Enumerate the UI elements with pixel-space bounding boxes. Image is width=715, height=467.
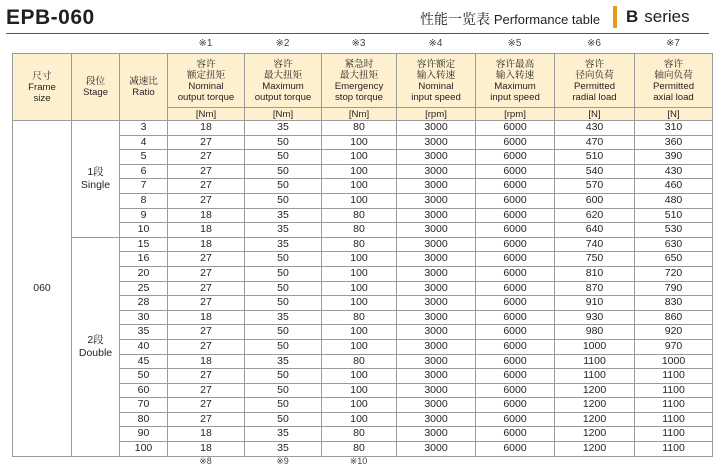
ratio-cell: 45 [120, 354, 168, 369]
ratio-cell: 5 [120, 150, 168, 165]
value-cell: 1100 [635, 369, 713, 384]
column-header-line: 最大扭矩 [339, 69, 379, 81]
column-header-line: Frame [28, 81, 56, 93]
value-cell: 3000 [397, 339, 476, 354]
value-cell: 50 [245, 383, 322, 398]
value-cell: 50 [245, 281, 322, 296]
value-cell: 27 [168, 135, 245, 150]
column-header-line: size [33, 92, 51, 104]
value-cell: 80 [322, 310, 397, 325]
column-header-line: 减速比 [129, 76, 158, 87]
value-cell: 50 [245, 193, 322, 208]
value-cell: 18 [168, 310, 245, 325]
value-cell: 6000 [476, 208, 555, 223]
column-header-line: Permitted [573, 80, 616, 92]
value-cell: 100 [322, 325, 397, 340]
unit-cell: [Nm] [322, 108, 397, 121]
value-cell: 35 [245, 442, 322, 457]
series-accent-bar [613, 6, 617, 28]
value-cell: 100 [322, 164, 397, 179]
column-header-line: input speed [411, 91, 461, 103]
column-header-line: Permitted [652, 80, 695, 92]
column-header-max-speed [476, 54, 555, 108]
value-cell: 27 [168, 296, 245, 311]
value-cell: 80 [322, 237, 397, 252]
ratio-cell: 50 [120, 369, 168, 384]
column-header-line: 容许最高 [495, 58, 535, 70]
ratio-cell: 20 [120, 266, 168, 281]
value-cell: 3000 [397, 164, 476, 179]
column-note: ※6 [587, 38, 601, 49]
model-title: EPB-060 [6, 6, 95, 29]
value-cell: 3000 [397, 135, 476, 150]
column-header-ratio [120, 54, 168, 121]
value-cell: 3000 [397, 442, 476, 457]
value-cell: 50 [245, 325, 322, 340]
value-cell: 6000 [476, 383, 555, 398]
value-cell: 6000 [476, 164, 555, 179]
value-cell: 860 [635, 310, 713, 325]
value-cell: 100 [322, 266, 397, 281]
value-cell: 35 [245, 121, 322, 136]
value-cell: 640 [555, 223, 635, 238]
value-cell: 910 [555, 296, 635, 311]
column-header-line: Maximum [262, 80, 304, 92]
header-row-labels [13, 54, 713, 108]
bottom-note: ※8 [199, 456, 212, 466]
ratio-cell: 9 [120, 208, 168, 223]
value-cell: 3000 [397, 237, 476, 252]
series-word: series [644, 7, 690, 26]
value-cell: 35 [245, 310, 322, 325]
value-cell: 6000 [476, 442, 555, 457]
value-cell: 470 [555, 135, 635, 150]
value-cell: 27 [168, 412, 245, 427]
value-cell: 50 [245, 135, 322, 150]
value-cell: 18 [168, 427, 245, 442]
value-cell: 3000 [397, 150, 476, 165]
column-header-line: 段位 [85, 76, 106, 87]
value-cell: 930 [555, 310, 635, 325]
unit-cell: [Nm] [245, 108, 322, 121]
value-cell: 27 [168, 339, 245, 354]
ratio-cell: 3 [120, 121, 168, 136]
value-cell: 35 [245, 237, 322, 252]
unit-cell: [Nm] [168, 108, 245, 121]
column-header-line: axial load [653, 91, 694, 103]
value-cell: 27 [168, 383, 245, 398]
value-cell: 6000 [476, 427, 555, 442]
column-header-frame [13, 54, 72, 121]
column-header-line: 输入转速 [416, 69, 456, 81]
value-cell: 6000 [476, 150, 555, 165]
performance-table-title [420, 9, 600, 29]
column-header-line: 容许额定 [416, 58, 456, 70]
stage-label-en: Double [78, 346, 113, 359]
title-cn: 性能一览表 [420, 11, 490, 27]
value-cell: 3000 [397, 354, 476, 369]
value-cell: 27 [168, 369, 245, 384]
value-cell: 600 [555, 193, 635, 208]
column-header-line: 容许 [273, 58, 293, 70]
value-cell: 27 [168, 164, 245, 179]
column-header-line: Nominal [188, 80, 224, 92]
value-cell: 3000 [397, 383, 476, 398]
value-cell: 50 [245, 339, 322, 354]
ratio-cell: 70 [120, 398, 168, 413]
ratio-cell: 16 [120, 252, 168, 267]
value-cell: 18 [168, 442, 245, 457]
value-cell: 3000 [397, 266, 476, 281]
bottom-note: ※9 [276, 456, 289, 466]
value-cell: 50 [245, 179, 322, 194]
value-cell: 390 [635, 150, 713, 165]
series-letter: B [626, 7, 639, 26]
value-cell: 3000 [397, 398, 476, 413]
value-cell: 1100 [555, 354, 635, 369]
value-cell: 35 [245, 208, 322, 223]
ratio-cell: 90 [120, 427, 168, 442]
unit-cell: [rpm] [397, 108, 476, 121]
value-cell: 1100 [635, 412, 713, 427]
value-cell: 720 [635, 266, 713, 281]
ratio-cell: 30 [120, 310, 168, 325]
value-cell: 6000 [476, 179, 555, 194]
page-header [0, 0, 715, 36]
ratio-cell: 15 [120, 237, 168, 252]
value-cell: 1200 [555, 442, 635, 457]
value-cell: 50 [245, 412, 322, 427]
column-header-line: 最大扭矩 [263, 69, 303, 81]
title-en: Performance table [493, 12, 601, 27]
value-cell: 1000 [555, 339, 635, 354]
column-header-nominal-torque [168, 54, 245, 108]
ratio-cell: 25 [120, 281, 168, 296]
column-header-line: Ratio [132, 87, 155, 98]
column-header-line: 额定扭矩 [186, 69, 226, 81]
value-cell: 50 [245, 398, 322, 413]
column-note: ※3 [351, 38, 366, 49]
value-cell: 6000 [476, 296, 555, 311]
ratio-cell: 35 [120, 325, 168, 340]
value-cell: 3000 [397, 427, 476, 442]
ratio-cell: 28 [120, 296, 168, 311]
value-cell: 6000 [476, 237, 555, 252]
value-cell: 3000 [397, 252, 476, 267]
value-cell: 740 [555, 237, 635, 252]
value-cell: 100 [322, 412, 397, 427]
value-cell: 6000 [476, 369, 555, 384]
value-cell: 530 [635, 223, 713, 238]
value-cell: 790 [635, 281, 713, 296]
value-cell: 3000 [397, 325, 476, 340]
value-cell: 27 [168, 398, 245, 413]
frame-size-cell: 060 [13, 121, 72, 457]
column-header-line: 输入转速 [495, 69, 535, 81]
value-cell: 35 [245, 354, 322, 369]
value-cell: 830 [635, 296, 713, 311]
column-header-line: 紧急时 [344, 58, 374, 70]
value-cell: 80 [322, 442, 397, 457]
value-cell: 3000 [397, 208, 476, 223]
column-header-axial-load [635, 54, 713, 108]
column-note: ※2 [275, 38, 290, 49]
value-cell: 50 [245, 266, 322, 281]
stage-cell [72, 237, 120, 456]
value-cell: 1200 [555, 383, 635, 398]
value-cell: 430 [635, 164, 713, 179]
column-header-line: 容许 [196, 58, 216, 70]
value-cell: 630 [635, 237, 713, 252]
value-cell: 50 [245, 252, 322, 267]
value-cell: 100 [322, 252, 397, 267]
value-cell: 3000 [397, 179, 476, 194]
column-header-emergency-torque [322, 54, 397, 108]
value-cell: 810 [555, 266, 635, 281]
unit-cell: [N] [555, 108, 635, 121]
value-cell: 80 [322, 354, 397, 369]
column-header-radial-load [555, 54, 635, 108]
column-header-line: 径向负荷 [575, 69, 614, 81]
value-cell: 27 [168, 179, 245, 194]
value-cell: 1200 [555, 412, 635, 427]
bottom-notes-row [0, 456, 715, 466]
value-cell: 50 [245, 150, 322, 165]
value-cell: 1100 [635, 398, 713, 413]
stage-label-cn: 2段 [87, 333, 104, 346]
series-label [613, 6, 690, 28]
column-header-nominal-speed [397, 54, 476, 108]
value-cell: 1100 [555, 369, 635, 384]
column-note: ※1 [198, 38, 213, 49]
value-cell: 570 [555, 179, 635, 194]
value-cell: 100 [322, 135, 397, 150]
value-cell: 100 [322, 296, 397, 311]
column-header-max-torque [245, 54, 322, 108]
value-cell: 50 [245, 164, 322, 179]
value-cell: 18 [168, 223, 245, 238]
value-cell: 18 [168, 354, 245, 369]
value-cell: 620 [555, 208, 635, 223]
value-cell: 980 [555, 325, 635, 340]
value-cell: 6000 [476, 135, 555, 150]
bottom-note: ※10 [349, 456, 368, 466]
column-header-line: output torque [254, 91, 312, 103]
value-cell: 360 [635, 135, 713, 150]
stage-label-cn: 1段 [87, 165, 104, 178]
stage-cell [72, 121, 120, 238]
value-cell: 510 [635, 208, 713, 223]
value-cell: 6000 [476, 398, 555, 413]
value-cell: 3000 [397, 412, 476, 427]
column-header-line: Maximum [494, 80, 536, 92]
value-cell: 100 [322, 150, 397, 165]
value-cell: 6000 [476, 266, 555, 281]
value-cell: 6000 [476, 412, 555, 427]
value-cell: 920 [635, 325, 713, 340]
value-cell: 18 [168, 237, 245, 252]
value-cell: 80 [322, 223, 397, 238]
column-header-line: radial load [572, 91, 617, 103]
ratio-cell: 40 [120, 339, 168, 354]
column-header-line: output torque [177, 91, 235, 103]
ratio-cell: 7 [120, 179, 168, 194]
value-cell: 18 [168, 121, 245, 136]
column-header-line: 轴向负荷 [654, 69, 693, 81]
ratio-cell: 60 [120, 383, 168, 398]
value-cell: 27 [168, 281, 245, 296]
ratio-cell: 10 [120, 223, 168, 238]
value-cell: 100 [322, 281, 397, 296]
value-cell: 27 [168, 266, 245, 281]
column-header-line: Nominal [418, 80, 454, 92]
value-cell: 27 [168, 252, 245, 267]
value-cell: 6000 [476, 310, 555, 325]
value-cell: 3000 [397, 296, 476, 311]
value-cell: 6000 [476, 281, 555, 296]
table-row [13, 237, 713, 252]
column-note: ※4 [428, 38, 443, 49]
unit-cell: [rpm] [476, 108, 555, 121]
value-cell: 750 [555, 252, 635, 267]
value-cell: 27 [168, 150, 245, 165]
column-header-line: 容许 [584, 58, 605, 70]
value-cell: 100 [322, 179, 397, 194]
value-cell: 27 [168, 325, 245, 340]
value-cell: 1100 [635, 383, 713, 398]
value-cell: 6000 [476, 121, 555, 136]
value-cell: 50 [245, 369, 322, 384]
value-cell: 3000 [397, 281, 476, 296]
value-cell: 35 [245, 427, 322, 442]
value-cell: 1000 [635, 354, 713, 369]
ratio-cell: 100 [120, 442, 168, 457]
value-cell: 27 [168, 193, 245, 208]
value-cell: 3000 [397, 369, 476, 384]
ratio-cell: 80 [120, 412, 168, 427]
value-cell: 6000 [476, 354, 555, 369]
value-cell: 1100 [635, 427, 713, 442]
column-header-line: stop torque [334, 91, 383, 103]
column-header-line: Emergency [334, 80, 384, 92]
value-cell: 6000 [476, 223, 555, 238]
value-cell: 3000 [397, 223, 476, 238]
value-cell: 1200 [555, 427, 635, 442]
ratio-cell: 6 [120, 164, 168, 179]
column-header-line: Stage [82, 87, 109, 98]
value-cell: 50 [245, 296, 322, 311]
value-cell: 480 [635, 193, 713, 208]
value-cell: 540 [555, 164, 635, 179]
value-cell: 80 [322, 427, 397, 442]
value-cell: 3000 [397, 193, 476, 208]
value-cell: 6000 [476, 193, 555, 208]
value-cell: 100 [322, 383, 397, 398]
column-notes-row [0, 38, 715, 52]
performance-table [12, 53, 713, 457]
value-cell: 6000 [476, 252, 555, 267]
value-cell: 1100 [635, 442, 713, 457]
column-header-line: 容许 [663, 58, 684, 70]
value-cell: 100 [322, 193, 397, 208]
column-header-stage [72, 54, 120, 121]
value-cell: 6000 [476, 339, 555, 354]
value-cell: 650 [635, 252, 713, 267]
value-cell: 1200 [555, 398, 635, 413]
value-cell: 310 [635, 121, 713, 136]
unit-cell: [N] [635, 108, 713, 121]
stage-label-en: Single [80, 178, 111, 191]
value-cell: 970 [635, 339, 713, 354]
value-cell: 100 [322, 369, 397, 384]
table-row [13, 121, 713, 136]
value-cell: 6000 [476, 325, 555, 340]
value-cell: 430 [555, 121, 635, 136]
value-cell: 35 [245, 223, 322, 238]
value-cell: 18 [168, 208, 245, 223]
column-header-line: input speed [490, 91, 540, 103]
value-cell: 100 [322, 339, 397, 354]
column-note: ※5 [507, 38, 522, 49]
table-header [13, 54, 713, 121]
column-header-line: 尺寸 [32, 70, 52, 82]
table-body [13, 121, 713, 457]
value-cell: 3000 [397, 310, 476, 325]
ratio-cell: 8 [120, 193, 168, 208]
column-note: ※7 [666, 38, 680, 49]
value-cell: 3000 [397, 121, 476, 136]
value-cell: 80 [322, 121, 397, 136]
value-cell: 510 [555, 150, 635, 165]
value-cell: 460 [635, 179, 713, 194]
ratio-cell: 4 [120, 135, 168, 150]
value-cell: 100 [322, 398, 397, 413]
value-cell: 870 [555, 281, 635, 296]
header-divider [6, 33, 709, 34]
value-cell: 80 [322, 208, 397, 223]
